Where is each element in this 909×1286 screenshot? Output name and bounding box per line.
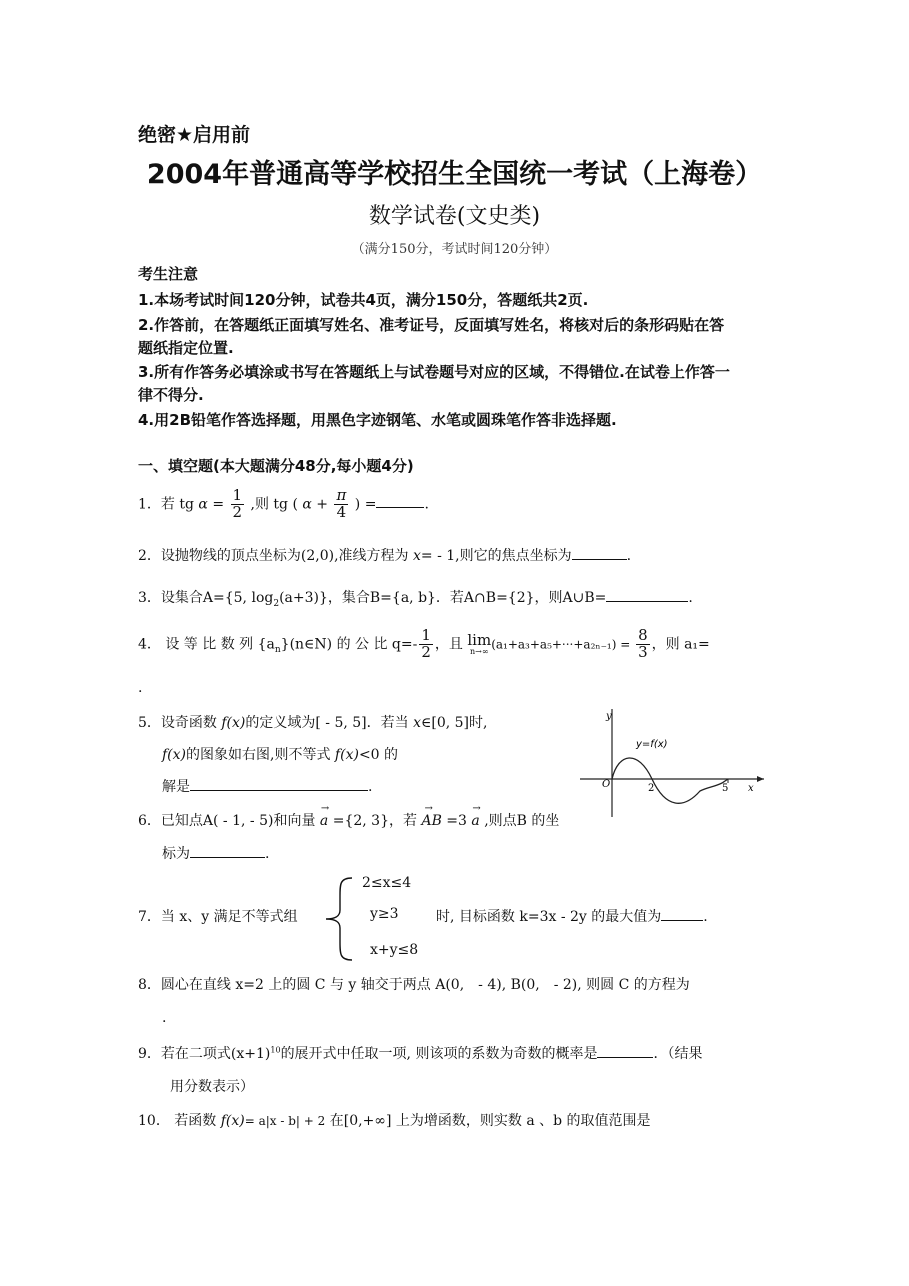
q6-vec-a2-text: a [471, 813, 480, 829]
q6-text: 6．已知点A( - 1, - 5)和向量 [138, 813, 320, 829]
graph-function-label: y=f(x) [636, 739, 668, 750]
q5-fx: f(x) [221, 715, 246, 731]
q4-continuation: . [138, 680, 143, 696]
answer-blank[interactable] [661, 906, 703, 921]
q4-text: 4． 设 等 比 数 列 {a [138, 636, 275, 653]
graph-curve [612, 758, 728, 803]
q1-alpha: α [198, 496, 208, 513]
q4-lim: lim [467, 630, 492, 649]
graph-y-label: y [606, 711, 612, 722]
q5-text: 5．设奇函数 [138, 715, 222, 731]
q5-mid: 的定义域为[ - 5, 5]．若当 [245, 715, 414, 731]
note-line: 3.所有作答务必填涂或书写在答题纸上与试卷题号对应的区域，不得错位.在试卷上作答一 [138, 363, 730, 381]
q4-sum-den: 3 [638, 642, 648, 661]
q4-sum-num: 8 [638, 626, 648, 644]
answer-blank[interactable] [190, 843, 265, 858]
question-1: 1．若 tg α = $\frac{1}{2}$ ,则 tg ( α + $\frac{\pi}{4}$ ) = . [138, 486, 429, 521]
q6-line2-text: 标为 [162, 846, 190, 862]
q6-vector-a2: a → [471, 803, 481, 829]
note-line: 题纸指定位置. [138, 339, 234, 357]
q1-pi-num: π [336, 486, 347, 504]
q9-text: 9．若在二项式(x+1) [138, 1046, 271, 1062]
q1-alpha2: α [302, 496, 312, 513]
note-line: 2.作答前，在答题纸正面填写姓名、准考证号，反面填写姓名，将核对后的条形码贴在答 [138, 316, 725, 334]
q1-post: ) = [350, 496, 377, 513]
q7-condition-3: x+y≤8 [370, 942, 419, 958]
question-7 [138, 906, 298, 926]
question-4 [138, 628, 710, 661]
q1-half-fraction [231, 488, 245, 521]
q6-line2: 标为 . [162, 843, 269, 863]
answer-blank[interactable] [606, 587, 688, 602]
q7-text: 7．当 x、y 满足不等式组 [138, 909, 298, 925]
question-3: 3．设集合A={5, $\log_2(a+3)$}，集合B={a, b}．若A∩B={2}，则A∪B= . [138, 587, 693, 609]
answer-blank[interactable] [190, 776, 368, 791]
question-6 [138, 803, 560, 830]
question-8: 8．圆心在直线 x=2 上的圆 C 与 y 轴交于两点 A(0, - 4), B(0, - 2), 则圆 C 的方程为 [138, 977, 690, 993]
q1-half-num: 1 [232, 486, 243, 504]
q6-post: ,则点B 的坐 [479, 813, 560, 829]
q9-end: ．（结果 [653, 1046, 703, 1062]
q8-line2: . [162, 1010, 167, 1026]
question-5 [138, 712, 487, 732]
q2-post: = - 1,则它的焦点坐标为 [420, 548, 572, 564]
q6-vector-ab: AB → [421, 803, 442, 829]
q1-half-den: 2 [232, 502, 243, 521]
q1-mid: ,则 tg ( [246, 496, 303, 513]
q3-text: 3．设集合A={5, log [138, 590, 274, 606]
q7-condition-1: 2≤x≤4 [362, 875, 412, 891]
q4-ratio-fraction [419, 628, 433, 661]
q4-seq: (a₁+a₃+a₅+···+a₂ₙ₋₁) = [491, 637, 635, 652]
q1-eq: = [207, 496, 229, 513]
q5-fx2: f(x) [162, 747, 187, 763]
q10-fx: f(x) [220, 1113, 245, 1129]
q1-text: 1．若 tg [138, 496, 199, 513]
q5-x: x [413, 715, 422, 731]
q10-eq: = a|x - b| + 2 [244, 1114, 326, 1128]
q4-mid2: ，且 [434, 636, 468, 653]
q10-post: 在[0,+∞] 上为增函数，则实数 a 、b 的取值范围是 [325, 1113, 651, 1129]
q7-condition-2: y≥3 [370, 906, 399, 922]
q2-x: x [413, 548, 421, 564]
question-2: 2．设抛物线的顶点坐标为(2,0),准线方程为 x= - 1,则它的焦点坐标为 . [138, 545, 631, 565]
answer-blank[interactable] [597, 1043, 653, 1058]
q6-vector-a: a → [319, 803, 330, 829]
question-9 [138, 1043, 702, 1063]
answer-blank[interactable] [572, 545, 627, 560]
q4-sub: n [274, 645, 281, 656]
graph-x-label: x [748, 783, 754, 794]
answer-blank[interactable] [376, 493, 424, 508]
q7-post-text: 时, 目标函数 k=3x - 2y 的最大值为 [436, 909, 662, 925]
q5-line2 [162, 744, 398, 764]
q5-line3-text: 解是 [162, 779, 190, 795]
q5-fx3: f(x) [334, 747, 359, 763]
q1-plus: + [311, 496, 333, 513]
q4-lim-sub: n→∞ [470, 646, 489, 656]
question-10 [138, 1110, 651, 1130]
q9-sup: 10 [270, 1045, 281, 1055]
confidential-label: 绝密★启用前 [138, 124, 251, 146]
q5-line2-end: <0 的 [358, 747, 399, 763]
function-graph [580, 705, 770, 825]
exam-title: 2004年普通高等学校招生全国统一考试（上海卷） [146, 159, 763, 190]
score-time-info: （满分150分，考试时间120分钟） [351, 242, 558, 257]
q6-vec-ab-text: AB [421, 813, 442, 829]
q6-mid2: =3 [441, 813, 472, 829]
q4-limit [467, 630, 492, 656]
note-line: 4.用2B铅笔作答选择题，用黑色字迹钢笔、水笔或圆珠笔作答非选择题. [138, 411, 617, 429]
q9-post: 的展开式中任取一项, 则该项的系数为奇数的概率是 [280, 1046, 598, 1062]
q4-mid1: }(n∈N) 的 公 比 q=- [280, 636, 418, 653]
q5-line2-text: 的图象如右图,则不等式 [186, 747, 335, 763]
q5-line3: 解是 . [162, 776, 372, 796]
q10-text: 10． 若函数 [138, 1113, 221, 1129]
q1-pi-den: 4 [336, 502, 347, 521]
notes-heading: 考生注意 [138, 265, 199, 283]
q4-ratio-den: 2 [421, 642, 431, 661]
graph-x-arrow [757, 776, 764, 782]
q4-sum-fraction [636, 628, 650, 661]
q9-line2: 用分数表示） [170, 1079, 254, 1095]
q5-post: ∈[0, 5]时, [421, 715, 488, 731]
system-brace [318, 876, 358, 962]
graph-origin-label: O [602, 779, 611, 790]
q3-mid: (a+3)}，集合B={a, b}．若A∩B={2}，则A∪B= [279, 590, 607, 606]
q7-post: 时, 目标函数 k=3x - 2y 的最大值为 . [436, 906, 708, 926]
graph-tick-5: 5 [722, 783, 729, 794]
q6-vec-a-text: a [319, 813, 329, 829]
note-line: 1.本场考试时间120分钟，试卷共4页，满分150分，答题纸共2页. [138, 291, 589, 309]
q6-mid: ={2, 3}，若 [328, 813, 422, 829]
section-heading: 一、填空题(本大题满分48分,每小题4分) [138, 457, 414, 475]
q3-sub: 2 [273, 598, 280, 609]
graph-tick-2: 2 [648, 783, 655, 794]
q1-pi-fraction [334, 488, 348, 521]
q2-text: 2．设抛物线的顶点坐标为(2,0),准线方程为 [138, 548, 413, 564]
note-line: 律不得分. [138, 386, 204, 404]
exam-subtitle: 数学试卷(文史类) [368, 204, 541, 229]
q4-post: ，则 a₁= [651, 636, 710, 653]
q4-ratio-num: 1 [421, 626, 431, 644]
